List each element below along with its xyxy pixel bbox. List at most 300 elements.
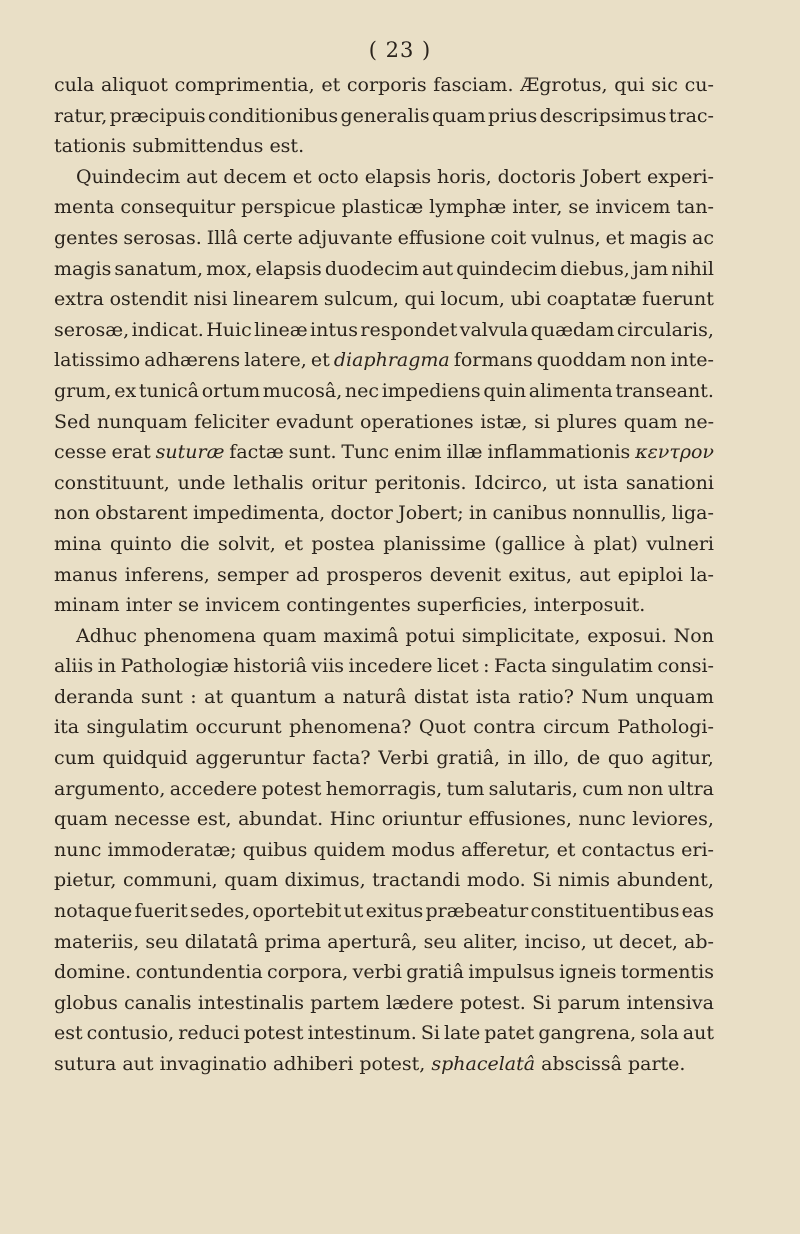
word: à — [573, 532, 585, 555]
word: tum — [446, 777, 485, 800]
word: diaphragma — [333, 349, 450, 372]
word: intensiva — [626, 991, 714, 1014]
word: contra — [473, 716, 536, 739]
text-line — [54, 223, 714, 254]
word: ut — [555, 471, 576, 494]
word: domine. — [54, 961, 132, 984]
word: viis — [311, 655, 345, 678]
word: quantum — [230, 685, 317, 708]
word: Quindecim — [76, 165, 181, 188]
word: obstarent — [95, 502, 188, 525]
page-number: ( 23 ) — [368, 38, 432, 62]
word: Si — [532, 869, 552, 892]
word: adhiberi — [272, 1053, 354, 1075]
text-line — [54, 1049, 714, 1080]
word: at — [204, 685, 224, 708]
word: Non — [673, 624, 714, 647]
word: unde — [177, 471, 226, 494]
word: modus — [391, 838, 456, 861]
word: indicat. — [131, 318, 204, 341]
word: illæ — [446, 441, 483, 464]
paragraph — [54, 162, 714, 621]
text-line — [54, 590, 714, 621]
body-text — [54, 70, 714, 1080]
word: leviores, — [632, 808, 714, 831]
word: circum — [543, 716, 610, 739]
word: se — [178, 594, 200, 617]
word: quibus — [242, 838, 308, 861]
word: ac — [692, 226, 714, 249]
word: consequitur — [120, 196, 236, 219]
word: Ægrotus, — [520, 74, 608, 96]
text-line — [54, 498, 714, 529]
word: quindecim — [456, 257, 558, 280]
paragraph — [54, 621, 714, 1080]
word: sola — [640, 1022, 679, 1045]
word: nunquam — [97, 410, 188, 433]
word: pietur, — [54, 869, 117, 892]
word: devenit — [429, 563, 502, 586]
word: intestinum. — [307, 1022, 417, 1045]
word: ad — [295, 563, 320, 586]
word: lineæ — [254, 318, 308, 341]
word: alimenta — [528, 379, 613, 402]
word: suturæ — [155, 441, 225, 464]
word: horis, — [437, 165, 492, 188]
word: et — [310, 349, 330, 372]
word: est. — [269, 135, 305, 158]
word: : — [483, 655, 490, 678]
word: gratiâ — [406, 961, 464, 984]
word: Si — [420, 1022, 440, 1045]
word: non — [627, 777, 664, 800]
word: epiploi — [617, 563, 683, 586]
word: in — [468, 502, 488, 525]
word: facta? — [312, 747, 371, 770]
word: patet — [484, 1022, 535, 1045]
word: : — [190, 685, 197, 708]
word: et — [321, 74, 341, 96]
word: prima — [264, 930, 322, 953]
word: unquam — [635, 685, 714, 708]
word: decem — [223, 165, 287, 188]
word: magis — [629, 226, 687, 249]
text-line — [54, 284, 714, 315]
word: ratur, — [54, 104, 108, 127]
word: oriuntur — [381, 808, 462, 831]
word: nihil — [671, 257, 714, 280]
word: mucosâ, — [262, 379, 343, 402]
word: gentes — [54, 226, 119, 249]
word: et — [292, 165, 312, 188]
word: abscissâ — [541, 1053, 622, 1075]
word: aliis — [54, 655, 94, 678]
word: diebus, — [560, 257, 630, 280]
word: historiâ — [233, 655, 307, 678]
word: impulsus — [468, 961, 555, 984]
word: jam — [632, 257, 669, 280]
word: postea — [311, 532, 375, 555]
word: constituunt, — [54, 471, 170, 494]
word: peritonis. — [374, 471, 467, 494]
word: quidem — [313, 838, 386, 861]
word: quoddam — [536, 349, 627, 372]
word: elapsis — [364, 165, 432, 188]
word: in — [507, 747, 526, 770]
word: potest — [261, 777, 322, 800]
word: seu — [423, 930, 457, 953]
word: corporis — [346, 74, 427, 96]
word: sphacelatâ — [431, 1053, 536, 1075]
word: vulnus, — [531, 226, 601, 249]
word: Facta — [494, 655, 547, 678]
word: ut — [343, 900, 364, 923]
word: liga- — [671, 502, 714, 525]
word: aut — [421, 257, 454, 280]
word: istæ, — [480, 410, 528, 433]
word: cum — [582, 777, 624, 800]
word: abundent, — [616, 869, 714, 892]
word: ultra — [667, 777, 714, 800]
word: in — [97, 655, 117, 678]
word: sanationi — [625, 471, 714, 494]
word: impediens — [381, 379, 481, 402]
word: quam — [54, 808, 108, 831]
word: non — [54, 502, 90, 525]
word: occurunt — [195, 716, 282, 739]
word: coaptatæ — [546, 288, 637, 311]
word: quo — [607, 747, 644, 770]
word: inter — [125, 594, 173, 617]
word: singulatim — [551, 655, 653, 678]
word: quam — [224, 869, 278, 892]
word: adjuvante — [297, 226, 393, 249]
word: factæ — [229, 441, 284, 464]
word: fuerunt — [642, 288, 714, 311]
text-line — [54, 774, 714, 805]
word: contusio, — [86, 1022, 175, 1045]
word: evadunt — [275, 410, 354, 433]
word: lethalis — [233, 471, 304, 494]
word: exitus — [365, 900, 424, 923]
word: qui — [404, 288, 435, 311]
word: et — [284, 532, 303, 555]
word: prius — [488, 104, 538, 127]
word: materiis, — [54, 930, 140, 953]
word: duodecim — [324, 257, 419, 280]
word: quidquid — [102, 747, 188, 770]
word: plasticæ — [341, 196, 424, 219]
text-line — [54, 101, 714, 132]
word: aggeruntur — [195, 747, 305, 770]
word: phenomena? — [289, 716, 412, 739]
word: seu — [145, 930, 179, 953]
word: eri- — [681, 838, 714, 861]
word: cula — [54, 74, 95, 96]
word: exitus, — [508, 563, 573, 586]
word: sanatum, — [114, 257, 203, 280]
word: singulatim — [86, 716, 189, 739]
word: ratio? — [518, 685, 574, 708]
word: Si — [532, 991, 552, 1014]
word: inferens, — [124, 563, 210, 586]
word: effusiones, — [468, 808, 572, 831]
word: quam — [431, 104, 486, 127]
word: ita — [54, 716, 80, 739]
word: planissime — [383, 532, 486, 555]
word: canibus — [492, 502, 567, 525]
text-line — [54, 896, 714, 927]
word: quinto — [110, 532, 172, 555]
word: consi- — [657, 655, 714, 678]
text-line — [54, 407, 714, 438]
word: erat — [111, 441, 151, 464]
text-line — [54, 1018, 714, 1049]
text-line — [54, 345, 714, 376]
word: igneis — [558, 961, 617, 984]
word: partem — [310, 991, 380, 1014]
word: la- — [690, 563, 714, 586]
word: feliciter — [194, 410, 270, 433]
word: nunc — [54, 838, 102, 861]
word: experi- — [647, 165, 714, 188]
word: canalis — [124, 991, 192, 1014]
word: cum — [54, 747, 95, 770]
word: potest. — [459, 991, 526, 1014]
word: coit — [490, 226, 527, 249]
word: semper — [216, 563, 289, 586]
word: notaque — [54, 900, 133, 923]
word: nunc — [578, 808, 626, 831]
word: solvit, — [217, 532, 276, 555]
word: incedere — [348, 655, 433, 678]
text-line — [54, 988, 714, 1019]
word: extra — [54, 288, 105, 311]
word: intus — [310, 318, 358, 341]
word: intestinalis — [197, 991, 304, 1014]
text-line — [54, 560, 714, 591]
word: aliquot — [100, 74, 168, 96]
word: Num — [581, 685, 629, 708]
word: (gallice — [494, 532, 566, 555]
word: et — [605, 226, 625, 249]
word: immoderatæ; — [107, 838, 237, 861]
word: constituentibus — [530, 900, 680, 923]
word: formans — [453, 349, 533, 372]
word: menta — [54, 196, 115, 219]
word: parum — [557, 991, 621, 1014]
word: necesse — [114, 808, 191, 831]
word: perspicue — [241, 196, 336, 219]
word: est, — [196, 808, 232, 831]
text-line — [54, 70, 714, 101]
word: agitur, — [651, 747, 714, 770]
word: nisi — [193, 288, 228, 311]
word: præcipuis — [109, 104, 206, 127]
word: potui — [405, 624, 455, 647]
word: tormentis — [620, 961, 714, 984]
word: plures — [556, 410, 618, 433]
word: prosperos — [326, 563, 423, 586]
paragraph — [54, 70, 714, 162]
text-line — [54, 804, 714, 835]
word: Quot — [418, 716, 466, 739]
word: aperturâ, — [327, 930, 418, 953]
word: ne- — [684, 410, 714, 433]
word: dilatatâ — [184, 930, 259, 953]
word: aliter, — [462, 930, 519, 953]
word: deranda — [54, 685, 134, 708]
text-line — [54, 315, 714, 346]
word: submittendus — [132, 135, 264, 158]
word: inflammationis — [487, 441, 631, 464]
word: aut — [186, 165, 218, 188]
word: circularis, — [616, 318, 714, 341]
word: enim — [394, 441, 442, 464]
text-line — [54, 376, 714, 407]
word: doctoris — [497, 165, 576, 188]
word: phenomena — [143, 624, 256, 647]
word: sedes, — [190, 900, 251, 923]
word: linearem — [233, 288, 319, 311]
word: die — [180, 532, 210, 555]
word: ab- — [684, 930, 714, 953]
word: serosæ, — [54, 318, 130, 341]
word: late — [443, 1022, 481, 1045]
word: potest — [243, 1022, 304, 1045]
word: globus — [54, 991, 118, 1014]
word: Illâ — [206, 226, 238, 249]
word: Pathologiæ — [120, 655, 229, 678]
text-line — [54, 927, 714, 958]
text-line — [54, 712, 714, 743]
word: se — [568, 196, 590, 219]
word: κεντρον — [635, 441, 714, 464]
word: ut — [592, 930, 613, 953]
word: locum, — [440, 288, 505, 311]
word: diximus, — [284, 869, 366, 892]
word: oportebit — [252, 900, 342, 923]
word: tan- — [676, 196, 714, 219]
word: generalis — [340, 104, 430, 127]
word: respondet — [360, 318, 458, 341]
word: mina — [54, 532, 102, 555]
word: quam — [262, 624, 317, 647]
word: Huic — [206, 318, 252, 341]
word: naturâ — [342, 685, 407, 708]
word: illo, — [533, 747, 570, 770]
word: lædere — [385, 991, 454, 1014]
word: modo. — [466, 869, 526, 892]
word: maximâ — [323, 624, 399, 647]
word: impedimenta, — [192, 502, 326, 525]
word: parte. — [627, 1053, 686, 1075]
word: cu- — [684, 74, 714, 96]
text-line — [54, 621, 714, 652]
word: quin — [483, 379, 527, 402]
word: abundat. — [238, 808, 324, 831]
word: sulcum, — [323, 288, 399, 311]
word: afferetur, — [461, 838, 551, 861]
text-line — [54, 865, 714, 896]
word: fasciam. — [433, 74, 514, 96]
word: effusione — [397, 226, 486, 249]
word: sunt. — [288, 441, 337, 464]
word: licet — [436, 655, 479, 678]
word: ista — [583, 471, 619, 494]
word: distat — [413, 685, 469, 708]
word: ista — [475, 685, 511, 708]
word: interposuit. — [533, 594, 646, 617]
word: Verbi — [378, 747, 429, 770]
text-line — [54, 254, 714, 285]
word: corpora, — [267, 961, 349, 984]
word: aut — [122, 1053, 154, 1075]
word: Adhuc — [76, 624, 137, 647]
word: inciso, — [524, 930, 587, 953]
word: oritur — [311, 471, 367, 494]
word: cesse — [54, 441, 107, 464]
word: verbi — [352, 961, 402, 984]
text-line — [54, 192, 714, 223]
word: est — [54, 1022, 83, 1045]
word: invaginatio — [159, 1053, 267, 1075]
word: octo — [317, 165, 359, 188]
word: sic — [651, 74, 678, 96]
word: exposui. — [587, 624, 667, 647]
text-line — [54, 468, 714, 499]
word: si — [534, 410, 550, 433]
word: magis — [54, 257, 112, 280]
word: lymphæ — [429, 196, 507, 219]
word: qui — [614, 74, 645, 96]
word: tationis — [54, 135, 127, 158]
text-line — [54, 835, 714, 866]
text-line — [54, 131, 714, 162]
word: ortum — [201, 379, 261, 402]
text-line — [54, 162, 714, 193]
word: conditionibus — [207, 104, 339, 127]
word: decet, — [618, 930, 678, 953]
word: certe — [242, 226, 293, 249]
word: comprimentia, — [174, 74, 315, 96]
word: grum, — [54, 379, 112, 402]
word: superficies, — [416, 594, 528, 617]
word: nonnullis, — [572, 502, 667, 525]
word: contundentia — [135, 961, 263, 984]
word: serosas. — [123, 226, 202, 249]
word: descripsimus — [539, 104, 667, 127]
word: eas — [681, 900, 714, 923]
word: Sed — [54, 410, 91, 433]
word: potest, — [359, 1053, 426, 1075]
word: invicem — [205, 594, 281, 617]
word: latere, — [244, 349, 307, 372]
word: nimis — [557, 869, 611, 892]
word: Idcirco, — [474, 471, 548, 494]
text-line — [54, 437, 714, 468]
word: contingentes — [286, 594, 411, 617]
word: inter, — [512, 196, 563, 219]
word: elapsis — [255, 257, 322, 280]
word: minam — [54, 594, 120, 617]
word: aut — [579, 563, 611, 586]
word: salutaris, — [488, 777, 578, 800]
word: adhærens — [144, 349, 241, 372]
word: hemorragis, — [325, 777, 443, 800]
word: nec — [344, 379, 380, 402]
word: gangrena, — [538, 1022, 637, 1045]
